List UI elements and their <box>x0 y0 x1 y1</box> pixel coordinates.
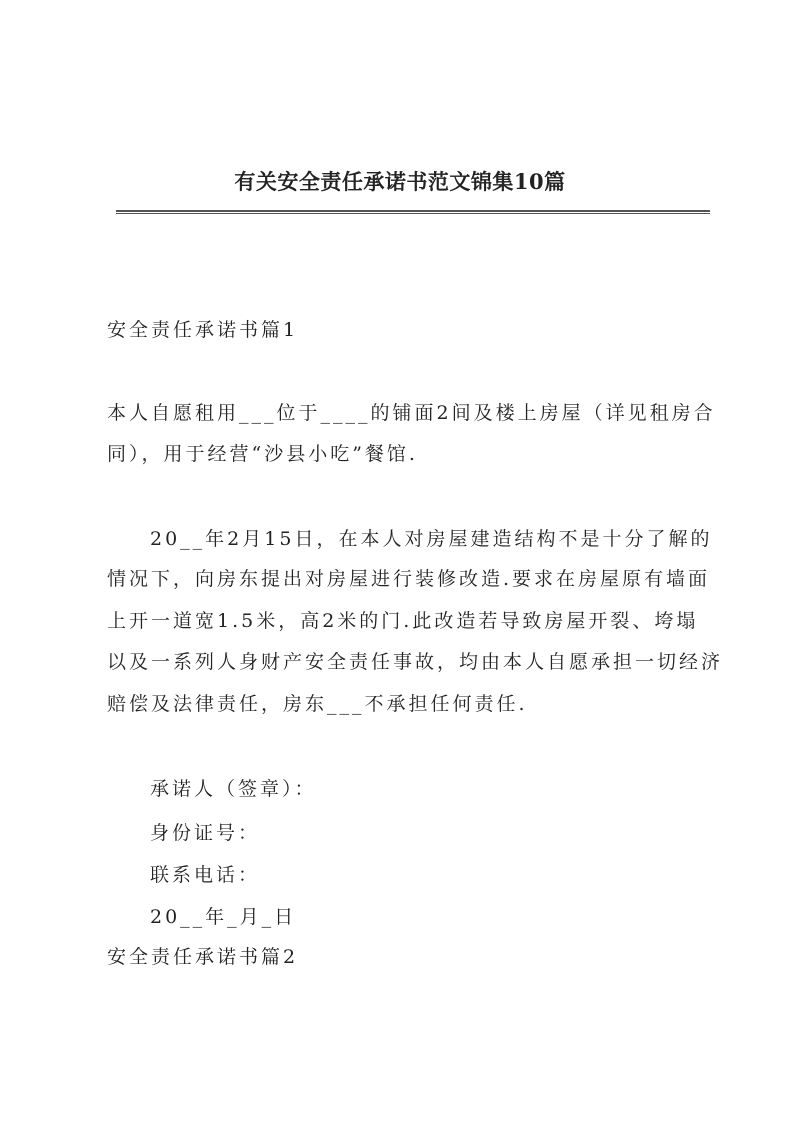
paragraph1-line: 本人自愿租用___位于____的铺面2间及楼上房屋（详见租房合 <box>107 402 716 424</box>
document-title: 有关安全责任承诺书范文锦集10篇 <box>234 169 566 194</box>
paragraph1-line: 同），用于经营“沙县小吃”餐馆. <box>107 443 418 465</box>
phone-label: 联系电话： <box>150 864 261 886</box>
id-number-label: 身份证号： <box>150 822 261 844</box>
paragraph2-line: 以及一系列人身财产安全责任事故，均由本人自愿承担一切经济 <box>107 651 724 673</box>
paragraph2-line: 赔偿及法律责任，房东___不承担任何责任. <box>107 693 528 715</box>
date-label: 20__年_月_日 <box>150 906 297 928</box>
paragraph2-line: 情况下，向房东提出对房屋进行装修改造.要求在房屋原有墙面 <box>107 568 711 590</box>
signer-label: 承诺人（签章）： <box>150 778 317 800</box>
section1-heading: 安全责任承诺书篇1 <box>107 319 299 341</box>
title-divider <box>116 210 710 214</box>
paragraph2-line: 20__年2月15日，在本人对房屋建造结构不是十分了解的 <box>150 528 713 550</box>
paragraph2-line: 上开一道宽1.5米，高2米的门.此改造若导致房屋开裂、垮塌 <box>107 610 699 632</box>
section2-heading: 安全责任承诺书篇2 <box>107 946 299 968</box>
